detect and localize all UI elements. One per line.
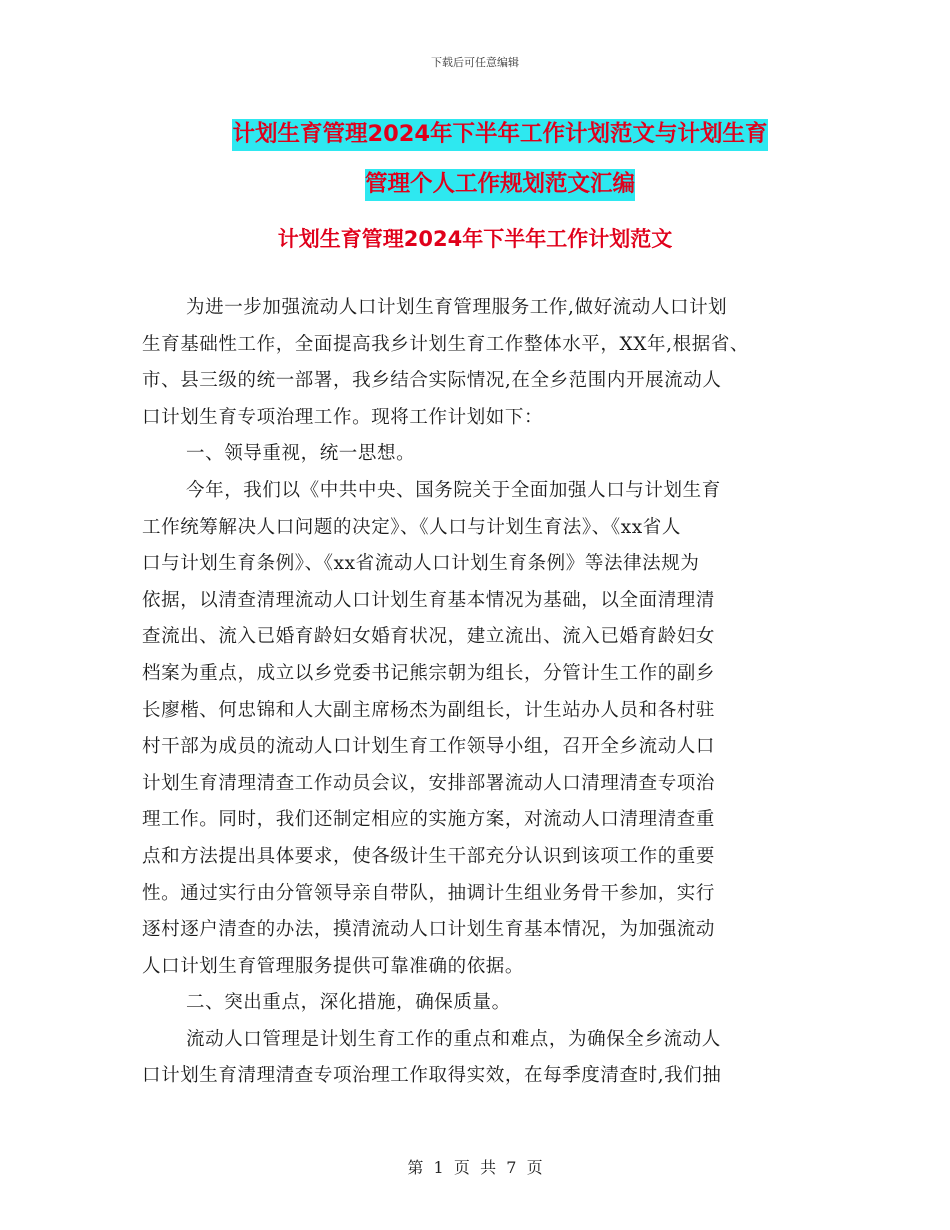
paragraph-line: 口计划生育清理清查专项治理工作取得实效，在每季度清查时,我们抽 [142, 1065, 722, 1087]
paragraph-line: 为进一步加强流动人口计划生育管理服务工作,做好流动人口计划 [186, 297, 728, 318]
paragraph-line: 点和方法提出具体要求，使各级计生干部充分认识到该项工作的重要 [142, 845, 716, 867]
paragraph-line: 人口计划生育管理服务提供可靠准确的依据。 [142, 955, 525, 977]
body-text [142, 290, 822, 1095]
paragraph-line: 查流出、流入已婚育龄妇女婚育状况，建立流出、流入已婚育龄妇女 [142, 626, 716, 648]
paragraph-line: 档案为重点，成立以乡党委书记熊宗朝为组长，分管计生工作的副乡 [142, 662, 716, 684]
document-title-line-2 [120, 159, 880, 209]
paragraph-line: 口与计划生育条例》、《xx省流动人口计划生育条例》等法律法规为 [142, 553, 700, 575]
page-header-note: 下载后可任意编辑 [431, 56, 519, 69]
paragraph-line: 长廖楷、何忠锦和人大副主席杨杰为副组长，计生站办人员和各村驻 [142, 699, 716, 721]
paragraph-line: 村干部为成员的流动人口计划生育工作领导小组，召开全乡流动人口 [142, 736, 716, 758]
paragraph-line: 逐村逐户清查的办法，摸清流动人口计划生育基本情况，为加强流动 [142, 919, 716, 941]
document-title-line-1-text: 计划生育管理2024年下半年工作计划范文与计划生育 [232, 119, 767, 151]
heading-line: 一、领导重视，统一思想。 [186, 443, 416, 465]
page-number-footer: 第 1 页 共 7 页 [407, 1158, 543, 1177]
document-title [120, 109, 880, 209]
paragraph-line: 市、县三级的统一部署，我乡结合实际情况,在全乡范围内开展流动人 [142, 370, 722, 392]
paragraph-line: 流动人口管理是计划生育工作的重点和难点，为确保全乡流动人 [186, 1028, 721, 1050]
paragraph-line: 工作统筹解决人口问题的决定》、《人口与计划生育法》、《xx省人 [142, 516, 681, 538]
document-title-line-1 [120, 109, 880, 159]
document-title-line-2-text: 管理个人工作规划范文汇编 [365, 169, 635, 201]
paragraph-line: 理工作。同时，我们还制定相应的实施方案，对流动人口清理清查重 [142, 809, 716, 831]
paragraph-line: 生育基础性工作，全面提高我乡计划生育工作整体水平，XX年,根据省、 [142, 333, 750, 355]
section-title: 计划生育管理2024年下半年工作计划范文 [277, 227, 673, 251]
paragraph-line: 今年，我们以《中共中央、国务院关于全面加强人口与计划生育 [186, 479, 721, 501]
paragraph-line: 计划生育清理清查工作动员会议，安排部署流动人口清理清查专项治 [142, 772, 716, 794]
paragraph-line: 依据，以清查清理流动人口计划生育基本情况为基础，以全面清理清 [142, 589, 716, 611]
heading-line: 二、突出重点，深化措施，确保质量。 [186, 992, 511, 1014]
paragraph-line: 口计划生育专项治理工作。现将工作计划如下： [142, 406, 544, 428]
paragraph-line: 性。通过实行由分管领导亲自带队，抽调计生组业务骨干参加，实行 [142, 882, 716, 904]
